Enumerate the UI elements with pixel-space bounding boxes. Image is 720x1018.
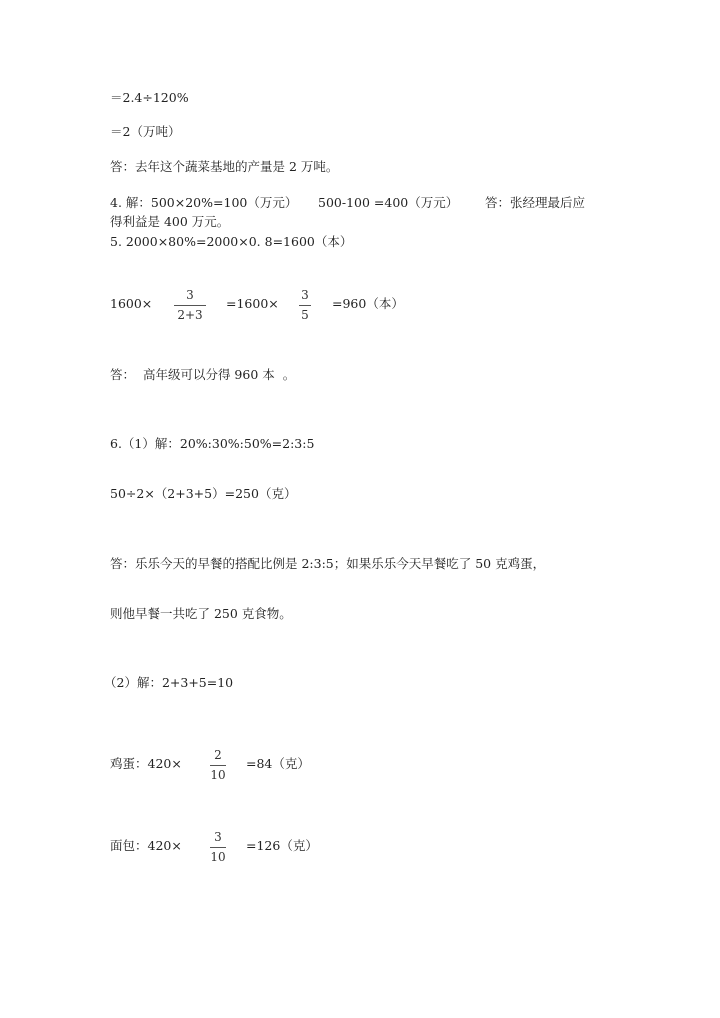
q5-calc-part-3: =960（本） <box>332 296 404 311</box>
bread-calc-part-1: 面包：420× <box>110 838 182 853</box>
q6-answer-line-2: 则他早餐一共吃了 250 克食物。 <box>110 606 292 621</box>
fraction-denominator: 5 <box>301 308 309 322</box>
fraction-bar <box>210 765 226 766</box>
fraction-3-over-10 <box>198 830 238 865</box>
q6-answer-line-1: 答：乐乐今天的早餐的搭配比例是 2:3:5；如果乐乐今天早餐吃了 50 克鸡蛋， <box>110 556 546 571</box>
q6-part-1-calc: 50÷2×（2+3+5）=250（克） <box>110 486 297 501</box>
q5-calc-part-2: =1600× <box>226 296 279 311</box>
fraction-numerator: 2 <box>214 748 222 762</box>
q5-answer: 答： 高年级可以分得 960 本 。 <box>110 367 296 382</box>
fraction-numerator: 3 <box>186 288 194 302</box>
fraction-bar <box>299 305 311 306</box>
fraction-numerator: 3 <box>214 830 222 844</box>
fraction-denominator: 2+3 <box>177 308 203 322</box>
q5-equation: 5. 2000×80%=2000×0. 8=1600（本） <box>110 234 353 249</box>
q4-step-2: 500-100 =400（万元） <box>318 195 459 210</box>
equation-line-2: ＝2（万吨） <box>110 124 181 139</box>
q6-part-2-sum: （2）解：2+3+5=10 <box>104 675 234 690</box>
q6-part-1-ratio: 6.（1）解：20%:30%:50%=2:3:5 <box>110 436 315 451</box>
answer-line-3: 答：去年这个蔬菜基地的产量是 2 万吨。 <box>110 159 339 174</box>
q5-calc-part-1: 1600× <box>110 296 153 311</box>
fraction-bar <box>174 305 206 306</box>
egg-calc-part-2: =84（克） <box>246 756 310 771</box>
fraction-3-over-5 <box>285 288 325 323</box>
fraction-2-over-10 <box>198 748 238 783</box>
equation-line-1: ＝2.4÷120% <box>110 90 189 105</box>
fraction-bar <box>210 847 226 848</box>
fraction-denominator: 10 <box>210 850 226 864</box>
q4-answer-end: 得利益是 400 万元。 <box>110 214 230 229</box>
bread-calc-part-2: =126（克） <box>246 838 318 853</box>
fraction-numerator: 3 <box>301 288 309 302</box>
fraction-denominator: 10 <box>210 768 226 782</box>
q4-step-1: 4. 解：500×20%=100（万元） <box>110 195 298 210</box>
egg-calc-part-1: 鸡蛋：420× <box>110 756 182 771</box>
q4-answer-start: 答：张经理最后应 <box>485 195 586 210</box>
fraction-3-over-2plus3 <box>170 288 210 323</box>
